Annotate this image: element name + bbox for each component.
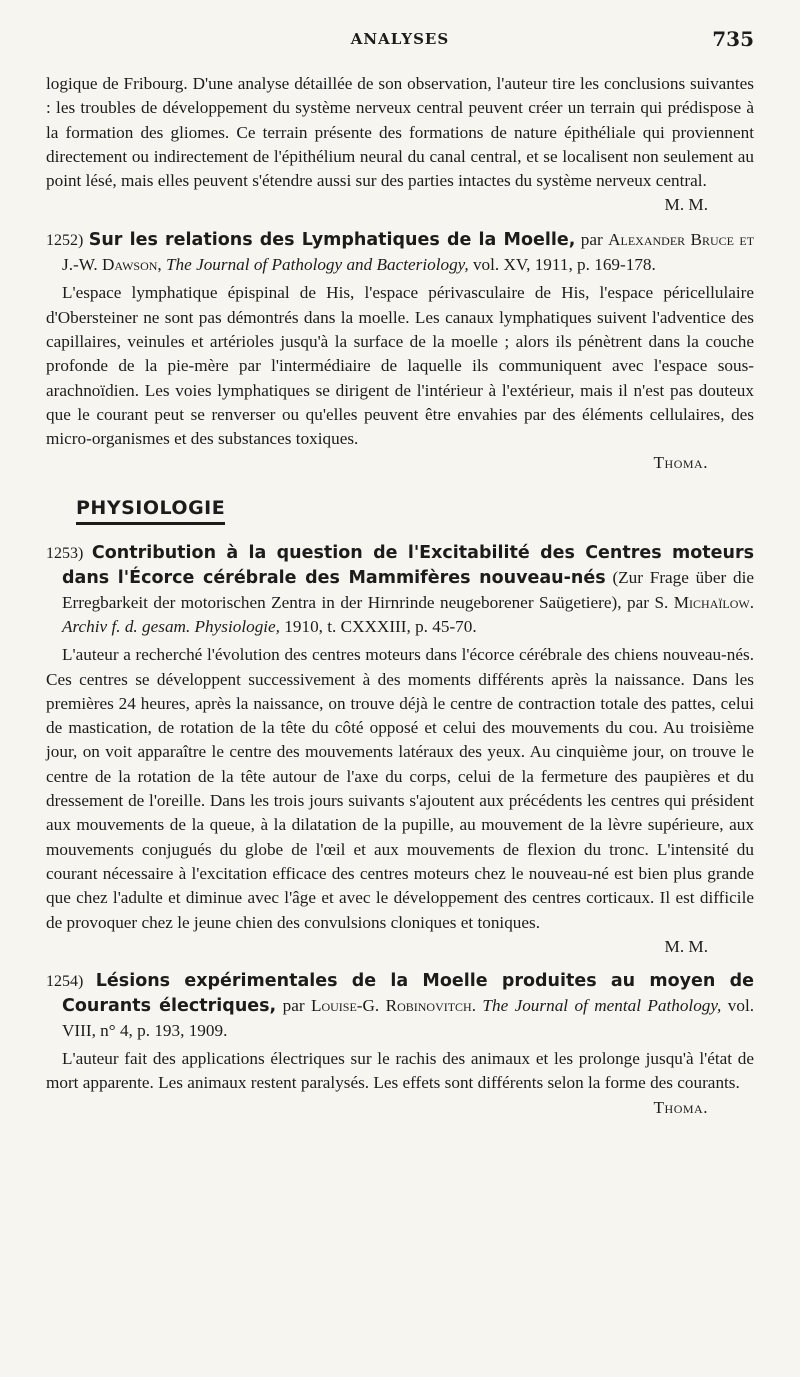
- entry-journal: Archiv f. d. gesam. Physiologie,: [62, 616, 280, 636]
- running-title: ANALYSES: [350, 30, 450, 48]
- entry-title: Lésions expérimentales de la Moelle produites au moyen de Courants électriques,: [62, 971, 754, 1017]
- entry-title: Contribution à la question de l'Excitabilité des Centres moteurs dans l'Écorce cérébrale des Mammifères nouveau-nés: [62, 543, 754, 589]
- entry-heading: [46, 541, 754, 639]
- page-number: 735: [712, 27, 754, 51]
- entry-reference: vol. XV, 1911, p. 169-178.: [472, 255, 656, 275]
- entry-heading: [46, 228, 754, 278]
- abstract-entry-1252: [46, 228, 754, 476]
- entry-authors: Louise-G. Robinovitch.: [310, 996, 477, 1016]
- entry-body: L'auteur fait des applications électriques sur le rachis des animaux et les prolonge jusqu'à l'état de mort apparente. Les animaux restent paralysés. Les effets sont différents selon la forme des courants.: [46, 1048, 754, 1093]
- entry-authors: Michaïlow.: [673, 592, 754, 612]
- entry-number: 1253): [46, 545, 84, 563]
- entry-reference: 1910, t. CXXXIII, p. 45-70.: [284, 616, 477, 636]
- entry-number: 1252): [46, 231, 84, 249]
- entry-authors-prefix: par: [282, 996, 305, 1016]
- entry-title: Sur les relations des Lymphatiques de la Moelle,: [88, 229, 576, 250]
- entry-authors-prefix: par S.: [627, 592, 669, 612]
- entry-number: 1254): [46, 973, 84, 991]
- abstract-entry-1253: [46, 541, 754, 959]
- entry-heading: [46, 969, 754, 1043]
- page-content: [46, 72, 754, 1120]
- entry-authors: Alexander Bruce et J.-W. Dawson,: [62, 229, 755, 275]
- intro-signature: M. M.: [664, 195, 708, 215]
- entry-signature: Thoma.: [653, 453, 708, 473]
- section-heading: [46, 496, 754, 525]
- entry-reference: vol. VIII, n° 4, p. 193, 1909.: [62, 996, 755, 1040]
- abstract-entry-1254: [46, 969, 754, 1120]
- entry-original-title: (Zur Frage über die Erregbarkeit der motorischen Zentra in der Hirnrinde neugeborener Saügetiere),: [62, 568, 754, 612]
- intro-paragraph: logique de Fribourg. D'une analyse détaillée de son observation, l'auteur tire les conclusions suivantes : les troubles de développement du système nerveux central peuvent créer un terrain qui prédispose à la formation des gliomes. Ce terrain présente des formations de nature épithéliale qui proviennent directement ou indirectement de l'épithélium neural du canal central, et se localisent non seulement au point lésé, mais elles peuvent s'étendre aussi sur des parties intactes du système nerveux central.: [46, 74, 754, 191]
- entry-authors-prefix: par: [580, 229, 603, 249]
- entry-signature: M. M.: [664, 936, 708, 956]
- entry-journal: The Journal of Pathology and Bacteriology,: [166, 255, 469, 275]
- entry-journal: The Journal of mental Pathology,: [482, 996, 722, 1016]
- entry-body: L'espace lymphatique épispinal de His, l'espace périvasculaire de His, l'espace péricellulaire d'Obersteiner ne sont pas démontrés dans la moelle. Les canaux lymphatiques suivent l'adventice des capillaires, veinules et artérioles jusqu'à la surface de la moelle ; alors ils pénètrent dans la couche profonde de la pie-mère par l'intermédiaire de laquelle ils communiquent avec l'espace sous-arachnoïdien. Les voies lymphatiques se dirigent de l'intérieur à l'extérieur, mais il n'est pas douteux que le courant peut se renverser ou qu'elles peuvent être envahies par des éléments cellulaires, des micro-organismes et des substances toxiques.: [46, 283, 754, 449]
- page-header: [46, 27, 754, 58]
- entry-signature: Thoma.: [653, 1097, 708, 1117]
- entry-body: L'auteur a recherché l'évolution des centres moteurs dans l'écorce cérébrale des chiens nouveau-nés. Ces centres se développent successivement à des moments différents après la naissance. Dans les premières 24 heures, après la naissance, on trouve déjà le centre de contraction totale des pattes, celui de mastication, de rotation de la tête du côté opposé et celui des mouvements du cou. Au troisième jour, on voit apparaître le centre des mouvements latéraux des yeux. Au cinquième jour, on trouve le centre de la rotation de la tête autour de l'axe du corps, celui de la fermeture des paupières et du dressement de l'oreille. Dans les trois jours suivants s'ajoutent aux précédents les centres qui président aux mouvements de la queue, à la dilatation de la pupille, au mouvement de la lèvre supérieure, aux mouvements conjugués du globe de l'œil et aux mouvements de flexion du tronc. L'intensité du courant nécessaire à l'excitation efficace des centres moteurs chez le nouveau-né est bien plus grande que chez l'adulte et diminue avec l'âge et avec le développement des centres corticaux. Il est difficile de provoquer chez le jeune chien des convulsions cloniques et toniques.: [46, 645, 754, 932]
- section-title: PHYSIOLOGIE: [76, 496, 225, 525]
